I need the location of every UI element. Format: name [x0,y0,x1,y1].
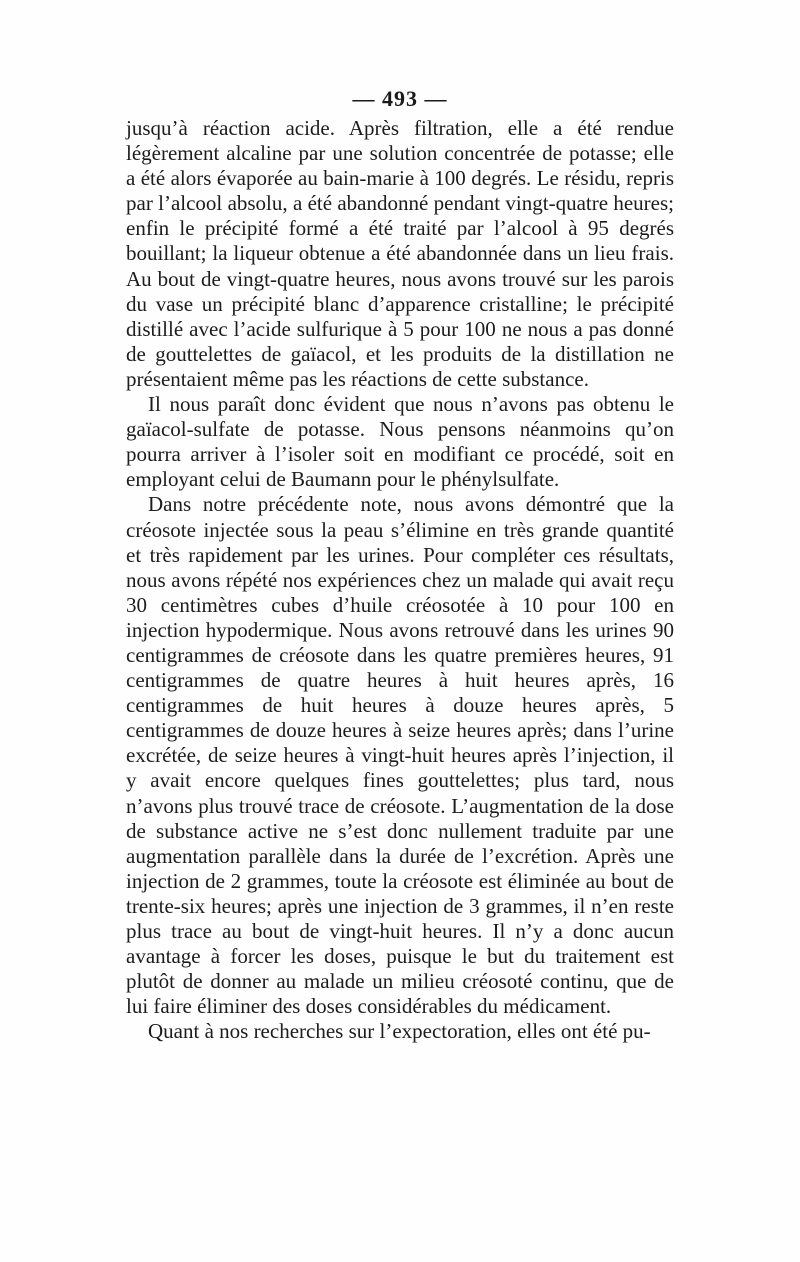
paragraph-3: Dans notre précédente note, nous avons démontré que la créosote injectée sous la peau s’élimine en très grande quantité et très rapidement par les urines. Pour compléter ces résultats, nous avons répété nos expériences chez un malade qui avait reçu 30 centimètres cubes d’huile créosotée à 10 pour 100 en injection hypodermique. Nous avons retrouvé dans les urines 90 centigrammes de créosote dans les quatre premières heures, 91 centigrammes de quatre heures à huit heures après, 16 centigrammes de huit heures à douze heures après, 5 centigrammes de douze heures à seize heures après; dans l’urine excrétée, de seize heures à vingt-huit heures après l’injection, il y avait encore quelques fines gouttelettes; plus tard, nous n’avons plus trouvé trace de créosote. L’augmentation de la dose de substance active ne s’est donc nullement traduite par une augmentation parallèle dans la durée de l’excrétion. Après une injection de 2 grammes, toute la créosote est éliminée au bout de trente-six heures; après une injection de 3 grammes, il n’en reste plus trace au bout de vingt-huit heures. Il n’y a donc aucun avantage à forcer les doses, puisque le but du traitement est plutôt de donner au malade un milieu créosoté continu, que de lui faire éliminer des doses considérables du médicament. [126,492,674,1019]
paragraph-2: Il nous paraît donc évident que nous n’avons pas obtenu le gaïacol-sulfate de potasse. Nous pensons néanmoins qu’on pourra arriver à l’isoler soit en modifiant ce procédé, soit en employant celui de Baumann pour le phénylsulfate. [126,392,674,492]
paragraph-1: jusqu’à réaction acide. Après filtration, elle a été rendue légèrement alcaline par une solution concentrée de potasse; elle a été alors évaporée au bain-marie à 100 degrés. Le résidu, repris par l’alcool absolu, a été abandonné pendant vingt-quatre heures; enfin le précipité formé a été traité par l’alcool à 95 degrés bouillant; la liqueur obtenue a été abandonnée dans un lieu frais. Au bout de vingt-quatre heures, nous avons trouvé sur les parois du vase un précipité blanc d’apparence cristalline; le précipité distillé avec l’acide sulfurique à 5 pour 100 ne nous a pas donné de gouttelettes de gaïacol, et les produits de la distillation ne présentaient même pas les réactions de cette substance. [126,116,674,391]
paragraph-4: Quant à nos recherches sur l’expectoration, elles ont été pu- [148,1019,651,1044]
page-number: — 493 — [352,86,448,111]
body-text [126,116,674,1044]
